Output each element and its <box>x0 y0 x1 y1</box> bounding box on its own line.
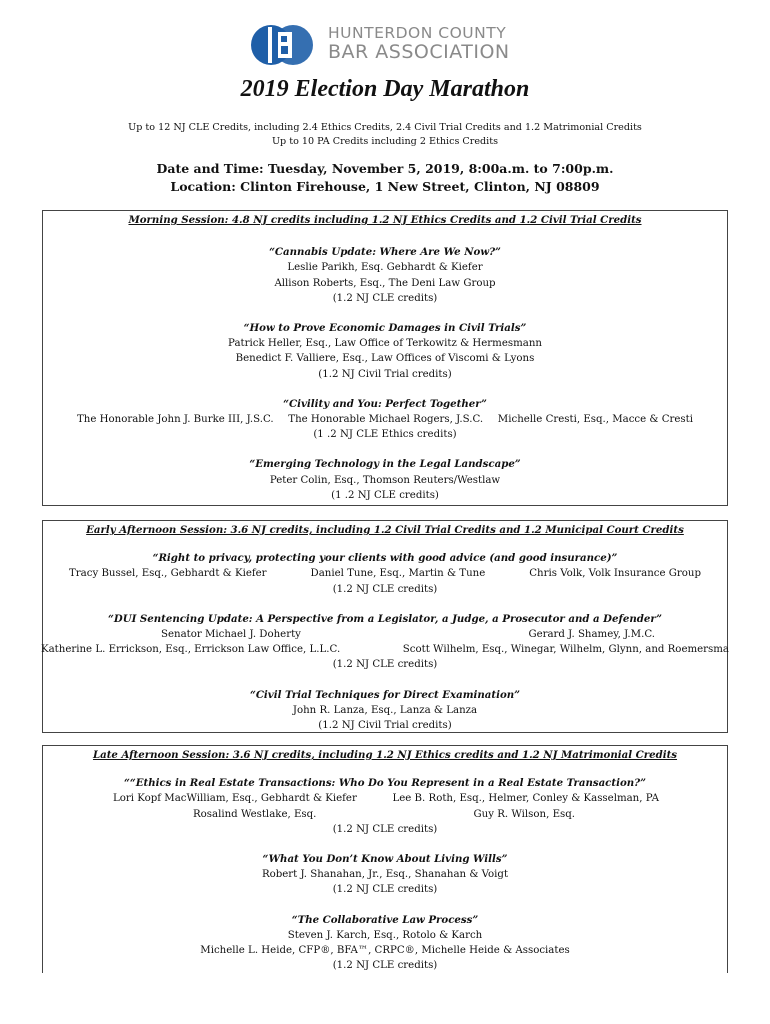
credits-line1: Up to 12 NJ CLE Credits, including 2.4 Ethics Credits, 2.4 Civil Trial Credits and 1.2 Matrimonial Credits <box>128 122 642 133</box>
speaker: Tracy Bussel, Esq., Gebhardt & Kiefer <box>69 568 267 580</box>
hcba-logo <box>250 24 530 66</box>
speaker: Michelle Cresti, Esq., Macce & Cresti <box>497 414 693 426</box>
speaker-row <box>43 627 727 642</box>
speaker: Leslie Parikh, Esq. Gebhardt & Kiefer <box>287 262 483 274</box>
speaker: Steven J. Karch, Esq., Rotolo & Karch <box>287 929 483 941</box>
talk-title: “DUI Sentencing Update: A Perspective from a Legislator, a Judge, a Prosecutor and a Defender” <box>108 612 662 625</box>
speaker: Benedict F. Valliere, Esq., Law Offices of Viscomi & Lyons <box>235 353 535 365</box>
page-title: 2019 Election Day Marathon <box>240 76 530 102</box>
speaker: Lori Kopf MacWilliam, Esq., Gebhardt & Kiefer <box>113 793 357 805</box>
talk-credits: (1.2 NJ CLE credits) <box>332 659 438 671</box>
speaker: Michelle L. Heide, CFP®, BFA™, CRPC®, Michelle Heide & Associates <box>200 945 570 957</box>
speaker: The Honorable Michael Rogers, J.S.C. <box>288 414 484 426</box>
speaker: Scott Wilhelm, Esq., Winegar, Wilhelm, Glynn, and Roemersma <box>402 644 729 656</box>
credits-line2: Up to 10 PA Credits including 2 Ethics Credits <box>271 136 499 147</box>
early-afternoon-session-box <box>42 520 728 733</box>
speaker-row <box>43 791 727 806</box>
speaker: Patrick Heller, Esq., Law Office of Terkowitz & Hermesmann <box>228 338 542 350</box>
talk-credits: (1.2 NJ CLE credits) <box>332 823 438 835</box>
location: Location: Clinton Firehouse, 1 New Street, Clinton, NJ 08809 <box>170 179 600 194</box>
morning-session-heading: Morning Session: 4.8 NJ credits including 1.2 NJ Ethics Credits and 1.2 Civil Trial Credits <box>128 214 642 226</box>
talk-credits: (1.2 NJ Civil Trial credits) <box>318 720 452 732</box>
speaker: Robert J. Shanahan, Jr., Esq., Shanahan & Voigt <box>261 869 509 881</box>
speaker: The Honorable John J. Burke III, J.S.C. <box>77 414 274 426</box>
speaker: Peter Colin, Esq., Thomson Reuters/Westlaw <box>269 474 501 486</box>
talk-title: “Civility and You: Perfect Together” <box>283 397 487 410</box>
talk-credits: (1 .2 NJ CLE credits) <box>331 489 439 501</box>
speaker: Rosalind Westlake, Esq. <box>193 808 317 820</box>
speaker-row <box>41 642 729 657</box>
talk-credits: (1.2 NJ CLE credits) <box>332 583 438 595</box>
speaker: Gerard J. Shamey, J.M.C. <box>528 629 655 641</box>
logo-line1: HUNTERDON COUNTY <box>328 24 507 42</box>
talk-credits: (1.2 NJ CLE credits) <box>332 884 438 896</box>
speaker: Katherine L. Errickson, Esq., Errickson Law Office, L.L.C. <box>41 644 341 656</box>
speaker: Chris Volk, Volk Insurance Group <box>529 568 701 580</box>
speaker: John R. Lanza, Esq., Lanza & Lanza <box>292 704 478 716</box>
talk-credits: (1.2 NJ CLE credits) <box>332 292 438 304</box>
talk-title: “The Collaborative Law Process” <box>291 913 479 926</box>
speaker-row <box>43 566 727 581</box>
talk-title: “Cannabis Update: Where Are We Now?” <box>269 246 501 259</box>
logo-line2: BAR ASSOCIATION <box>328 41 510 63</box>
date-time: Date and Time: Tuesday, November 5, 2019, 8:00a.m. to 7:00p.m. <box>156 161 614 176</box>
talk-title: “What You Don’t Know About Living Wills” <box>262 853 508 866</box>
speaker: Lee B. Roth, Esq., Helmer, Conley & Kasselman, PA <box>392 793 659 805</box>
late-afternoon-session-box <box>42 745 728 973</box>
speaker-row <box>43 807 727 822</box>
morning-session-box <box>42 210 728 506</box>
late-session-heading: Late Afternoon Session: 3.6 NJ credits, including 1.2 NJ Ethics credits and 1.2 NJ Matrimonial Credits <box>92 749 678 761</box>
talk-credits: (1 .2 NJ CLE Ethics credits) <box>313 429 457 441</box>
talk-title: “How to Prove Economic Damages in Civil Trials” <box>243 322 527 335</box>
talk-title: “Right to privacy, protecting your clients with good advice (and good insurance)” <box>152 552 618 565</box>
speaker: Daniel Tune, Esq., Martin & Tune <box>310 568 486 580</box>
hcba-logo-mark <box>250 24 314 66</box>
talk-title: ““Ethics in Real Estate Transactions: Who Do You Represent in a Real Estate Transaction?” <box>124 777 646 790</box>
talk-credits: (1.2 NJ CLE credits) <box>332 960 438 972</box>
talk-title: “Emerging Technology in the Legal Landscape” <box>249 458 521 471</box>
speaker-row <box>43 412 727 427</box>
speaker: Guy R. Wilson, Esq. <box>473 808 575 820</box>
talk-title: “Civil Trial Techniques for Direct Examination” <box>249 688 521 701</box>
credits-summary <box>0 121 770 149</box>
talk-credits: (1.2 NJ Civil Trial credits) <box>318 368 452 380</box>
early-session-heading: Early Afternoon Session: 3.6 NJ credits, including 1.2 Civil Trial Credits and 1.2 Municipal Court Credits <box>86 524 684 536</box>
event-details <box>0 160 770 196</box>
speaker: Allison Roberts, Esq., The Deni Law Group <box>274 277 496 289</box>
speaker: Senator Michael J. Doherty <box>161 629 301 641</box>
